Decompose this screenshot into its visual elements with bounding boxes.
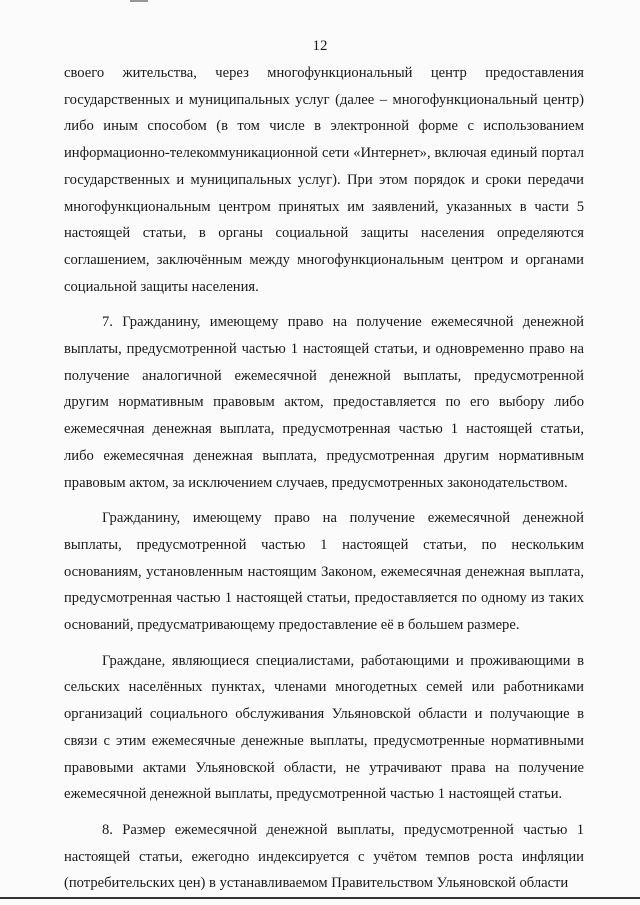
paragraph-multiple-grounds: Гражданину, имеющему право на получение ежемесячной денежной выплаты, предусмотренной частью 1 настоящей статьи, по нескольким основаниям, установленным настоящим Законом, ежемесячная денежная выплата, предусмотренная частью 1 настоящей статьи, предоставляется по одному из таких оснований, предусматривающему предоставление её в большем размере.	[64, 510, 584, 634]
scan-mark	[130, 0, 148, 2]
paragraph-continuation: своего жительства, через многофункциональный центр предоставления государственных и муниципальных услуг (далее – многофункциональный центр) либо иным способом (в том числе в электронной форме с использованием информационно-телекоммуникационной сети «Интернет», включая единый портал государственных и муниципальных услуг). При этом порядок и сроки передачи многофункциональным центром принятых им заявлений, указанных в части 5 настоящей статьи, в органы социальной защиты населения определяются соглашением, заключённым между многофункциональным центром и органами социальной защиты населения.	[64, 65, 584, 295]
paragraph-rural-specialists: Граждане, являющиеся специалистами, работающими и проживающими в сельских населённых пунктах, членами многодетных семей или работниками организаций социального обслуживания Ульяновской области и получающие в связи с этим ежемесячные денежные выплаты, предусмотренные нормативными правовыми актами Ульяновской области, не утрачивают права на получение ежемесячной денежной выплаты, предусмотренной частью 1 настоящей статьи.	[64, 652, 584, 803]
paragraph-item-8: 8. Размер ежемесячной денежной выплаты, предусмотренной частью 1 настоящей статьи, ежегодно индексируется с учётом темпов роста инфляции (потребительских цен) в устанавливаемом Правительством Ульяновской области	[64, 821, 584, 892]
paragraph-item-7: 7. Гражданину, имеющему право на получение ежемесячной денежной выплаты, предусмотренной частью 1 настоящей статьи, и одновременно право на получение аналогичной ежемесячной денежной выплаты, предусмотренной другим нормативным правовым актом, предоставляется по его выбору либо ежемесячная денежная выплата, предусмотренная частью 1 настоящей статьи, либо ежемесячная денежная выплата, предусмотренная другим нормативным правовым актом, за исключением случаев, предусмотренных законодательством.	[64, 314, 584, 491]
bottom-edge-line	[0, 897, 640, 899]
body-text	[64, 60, 584, 897]
page-number: 12	[312, 38, 328, 54]
